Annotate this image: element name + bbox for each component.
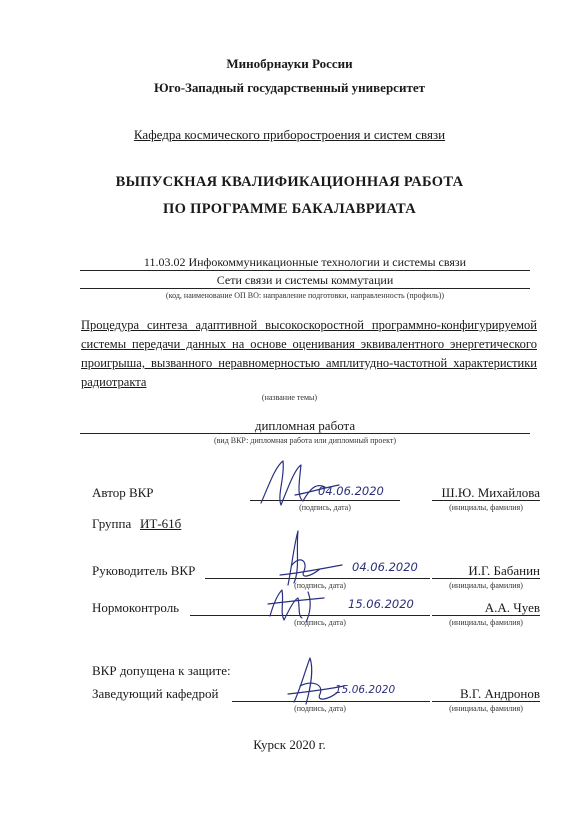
normcontrol-sign-caption: (подпись, дата) — [294, 618, 346, 627]
program-code-name: 11.03.02 Инфокоммуникационные технологии и системы связи — [143, 255, 467, 269]
program-caption: (код, наименование ОП ВО: направление подготовки, направленность (профиль)) — [165, 291, 445, 300]
head-sign-caption: (подпись, дата) — [294, 704, 346, 713]
group-label: Группа — [92, 516, 132, 531]
topic-caption: (название темы) — [261, 393, 318, 402]
head-name-caption: (инициалы, фамилия) — [449, 704, 523, 713]
department-name: Кафедра космического приборостроения и систем связи — [133, 127, 446, 142]
normcontrol-name-underline — [432, 615, 540, 616]
normcontrol-name-caption: (инициалы, фамилия) — [449, 618, 523, 627]
thesis-topic: Процедура синтеза адаптивной высокоскоростной программно-конфигурируемой системы передачи данных на основе оценивания эквивалентного энергетического проигрыша, вызванного неравномерностью амплитудно-частотной характеристики радиотракта — [81, 318, 537, 389]
admitted-label: ВКР допущена к защите: — [92, 663, 231, 678]
title-line-2: ПО ПРОГРАММЕ БАКАЛАВРИАТА — [163, 201, 416, 217]
program-profile: Сети связи и системы коммутации — [216, 273, 394, 287]
supervisor-sign-caption: (подпись, дата) — [294, 581, 346, 590]
author-name-caption: (инициалы, фамилия) — [449, 503, 523, 512]
normcontrol-name: А.А. Чуев — [484, 600, 540, 615]
work-type-caption: (вид ВКР: дипломная работа или дипломный проект) — [213, 436, 397, 445]
supervisor-name-caption: (инициалы, фамилия) — [449, 581, 523, 590]
author-role: Автор ВКР — [92, 485, 154, 500]
supervisor-name: И.Г. Бабанин — [468, 563, 540, 578]
head-sign-date: 15.06.2020 — [335, 684, 396, 696]
university-name: Юго-Западный государственный университет — [154, 80, 425, 95]
head-signature — [280, 650, 350, 710]
program-profile-underline — [80, 288, 530, 289]
head-role: Заведующий кафедрой — [92, 686, 219, 701]
supervisor-name-underline — [432, 578, 540, 579]
author-name: Ш.Ю. Михайлова — [441, 485, 540, 500]
supervisor-role: Руководитель ВКР — [92, 563, 196, 578]
head-name-underline — [432, 701, 540, 702]
head-name: В.Г. Андронов — [459, 686, 540, 701]
work-type: дипломная работа — [254, 418, 356, 433]
author-signature — [255, 455, 345, 510]
normcontrol-role: Нормоконтроль — [92, 600, 180, 615]
ministry-name: Минобрнауки России — [226, 56, 353, 71]
author-sign-caption: (подпись, дата) — [299, 503, 351, 512]
title-line-1: ВЫПУСКНАЯ КВАЛИФИКАЦИОННАЯ РАБОТА — [115, 174, 464, 190]
city-year: Курск 2020 г. — [253, 737, 326, 752]
normcontrol-sign-date: 15.06.2020 — [348, 597, 414, 611]
author-name-underline — [432, 500, 540, 501]
supervisor-sign-date: 04.06.2020 — [352, 560, 418, 574]
program-code-underline — [80, 270, 530, 271]
work-type-underline — [80, 433, 530, 434]
author-sign-date: 04.06.2020 — [318, 484, 384, 498]
group-value: ИТ-61б — [140, 516, 182, 531]
